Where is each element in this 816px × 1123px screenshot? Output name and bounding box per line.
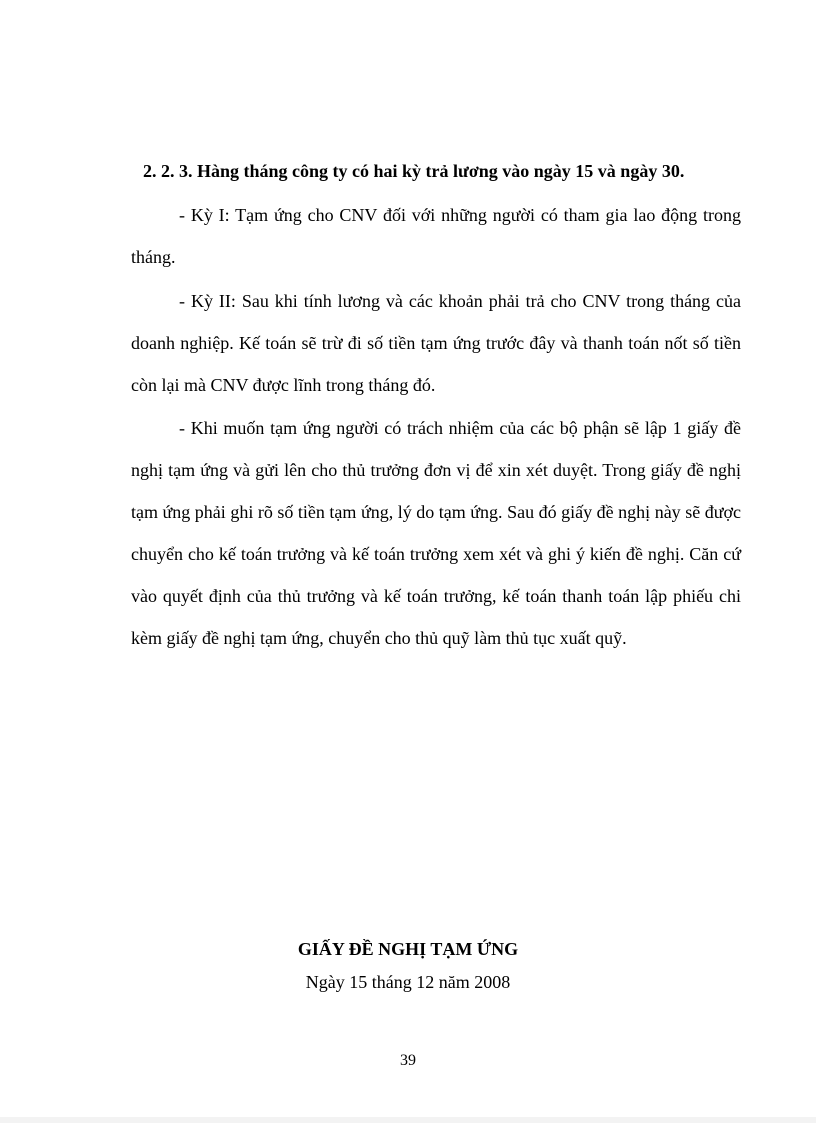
form-date: Ngày 15 tháng 12 năm 2008 bbox=[305, 972, 511, 992]
page-number: 39 bbox=[400, 1052, 416, 1069]
form-title: GIẤY ĐỀ NGHỊ TẠM ỨNG bbox=[297, 939, 519, 959]
paragraph-ky-1: - Kỳ I: Tạm ứng cho CNV đối với những người có tham gia lao động trong tháng. bbox=[131, 205, 741, 267]
page-bottom-divider bbox=[0, 1117, 816, 1123]
paragraph-tam-ung-procedure: - Khi muốn tạm ứng người có trách nhiệm của các bộ phận sẽ lập 1 giấy đề nghị tạm ứng và gửi lên cho thủ trưởng đơn vị để xin xét duyệt. Trong giấy đề nghị tạm ứng phải ghi rõ số tiền tạm ứng, lý do tạm ứng. Sau đó giấy đề nghị này sẽ được chuyển cho kế toán trưởng và kế toán trưởng xem xét và ghi ý kiến đề nghị. Căn cứ vào quyết định của thủ trưởng và kế toán trưởng, kế toán thanh toán lập phiếu chi kèm giấy đề nghị tạm ứng, chuyển cho thủ quỹ làm thủ tục xuất quỹ. bbox=[131, 418, 741, 648]
paragraph-ky-2: - Kỳ II: Sau khi tính lương và các khoản phải trả cho CNV trong tháng của doanh nghiệp. Kế toán sẽ trừ đi số tiền tạm ứng trước đây và thanh toán nốt số tiền còn lại mà CNV được lĩnh trong tháng đó. bbox=[131, 291, 741, 395]
section-heading: 2. 2. 3. Hàng tháng công ty có hai kỳ trả lương vào ngày 15 và ngày 30. bbox=[143, 161, 685, 181]
